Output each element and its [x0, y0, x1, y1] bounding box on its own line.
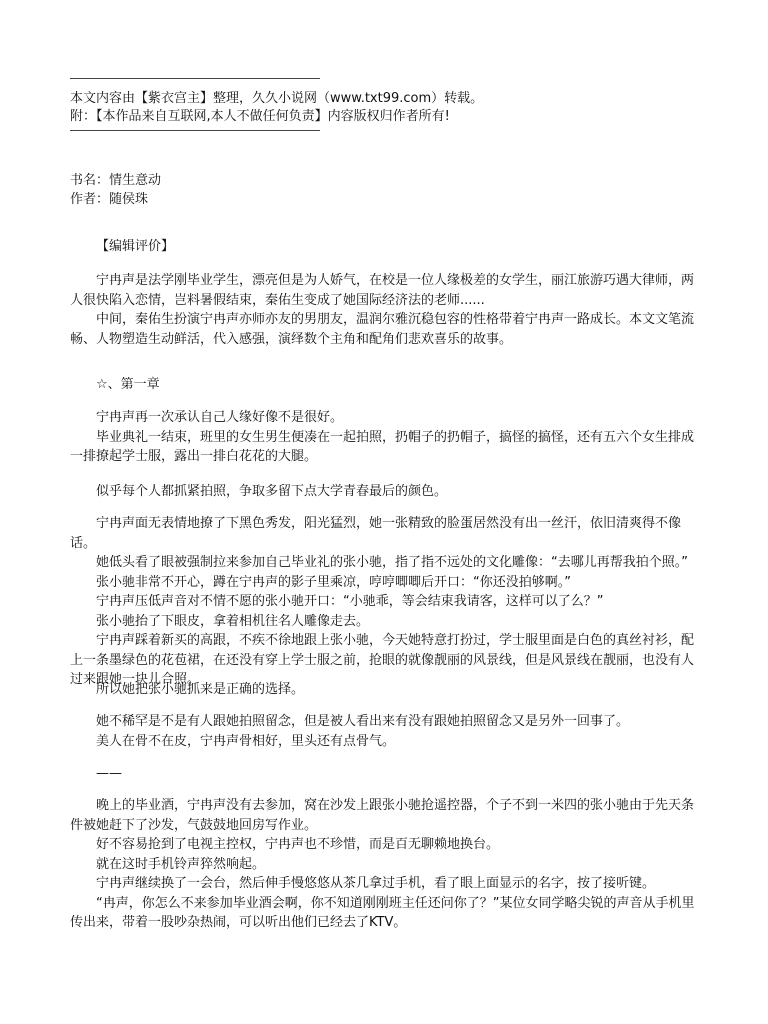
book-author: 作者：随侯珠 [70, 192, 149, 207]
chapter-paragraph: 美人在骨不在皮，宁冉声骨相好，里头还有点骨气。 [96, 733, 396, 749]
chapter-heading: ☆、第一章 [96, 377, 160, 392]
chapter-paragraph: 晚上的毕业酒，宁冉声没有去参加，窝在沙发上跟张小驰抢遥控器，个子不到一米四的张小驰由于先天条件被她赶下了沙发，气鼓鼓地回房写作业。 [70, 798, 695, 833]
chapter-paragraph: 宁冉声再一次承认自己人缘好像不是很好。 [96, 410, 344, 425]
chapter-block [70, 712, 698, 751]
chapter-paragraph: 宁冉声踩着新买的高跟，不疾不徐地跟上张小驰，今天她特意打扮过，学士服里面是白色的真丝衬衫，配上一条墨绿色的花苞裙，在还没有穿上学士服之前，抢眼的就像靓丽的风景线，但是风景线在靓丽，也没有人过来跟她一块儿合照。 [70, 633, 695, 687]
chapter-block [70, 482, 698, 502]
chapter-block [70, 514, 698, 690]
chapter-paragraph: 好不容易抢到了电视主控权，宁冉声也不珍惜，而是百无聊赖地换台。 [96, 837, 500, 852]
chapter-paragraph: 她不稀罕是不是有人跟她拍照留念，但是被人看出来有没有跟她拍照留念又是另外一回事了。 [96, 714, 630, 729]
chapter-paragraph: 所以她把张小驰抓来是正确的选择。 [96, 682, 305, 697]
editor-review-paragraph: 中间，秦佑生扮演宁冉声亦师亦友的男朋友，温润尔雅沉稳包容的性格带着宁冉声一路成长。本文文笔流畅、人物塑造生动鲜活，代入感强，演绎数个主角和配角们悲欢喜乐的故事。 [70, 312, 695, 347]
copyright-notice: 附：【本作品来自互联网,本人不做任何负责】内容版权归作者所有! [70, 109, 450, 124]
chapter-paragraph: 就在这时手机铃声猝然响起。 [96, 856, 266, 872]
chapter-paragraph: 似乎每个人都抓紧拍照，争取多留下点大学青春最后的颜色。 [96, 484, 448, 499]
scene-separator: —— [96, 766, 122, 781]
editor-review-paragraph: 宁冉声是法学刚毕业学生，漂亮但是为人娇气，在校是一位人缘极差的女学生，丽江旅游巧遇大律师，两人很快陷入恋情，岂料暑假结束，秦佑生变成了她国际经济法的老师...... [70, 273, 695, 308]
chapter-block [70, 796, 698, 933]
top-divider [70, 78, 320, 79]
editor-review [70, 271, 698, 349]
chapter-paragraph: 张小驰非常不开心，蹲在宁冉声的影子里乘凉，哼哼唧唧后开口：“你还没拍够啊。” [96, 574, 571, 590]
editor-review-heading: 【编辑评价】 [96, 239, 175, 254]
book-title: 书名：情生意动 [70, 173, 162, 188]
chapter-paragraph: 她低头看了眼被强制拉来参加自己毕业礼的张小驰，指了指不远处的文化雕像：“去哪儿再帮我拍个照。” [96, 555, 688, 570]
chapter-paragraph: 宁冉声继续换了一会台，然后伸手慢悠悠从茶几拿过手机，看了眼上面显示的名字，按了接听键。 [96, 876, 656, 891]
chapter-block [70, 680, 698, 700]
source-notice: 本文内容由【紫衣宫主】整理，久久小说网（www.txt99.com）转载。 [70, 91, 484, 106]
chapter-paragraph: “冉声，你怎么不来参加毕业酒会啊，你不知道刚刚班主任还问你了？”某位女同学略尖锐的声音从手机里传出来，带着一股吵杂热闹，可以听出他们已经去了KTV。 [70, 895, 695, 930]
chapter-paragraph: 毕业典礼一结束，班里的女生男生便凑在一起拍照，扔帽子的扔帽子，搞怪的搞怪，还有五六个女生排成一排撩起学士服，露出一排白花花的大腿。 [70, 429, 695, 464]
chapter-paragraph: 宁冉声面无表情地撩了下黑色秀发，阳光猛烈，她一张精致的脸蛋居然没有出一丝汗，依旧清爽得不像话。 [70, 516, 682, 551]
chapter-paragraph: 宁冉声压低声音对不情不愿的张小驰开口：“小驰乖，等会结束我请客，这样可以了么？” [96, 594, 604, 609]
bottom-divider [70, 130, 320, 131]
chapter-paragraph: 张小驰抬了下眼皮，拿着相机往名人雕像走去。 [96, 613, 370, 629]
chapter-block [70, 408, 698, 467]
